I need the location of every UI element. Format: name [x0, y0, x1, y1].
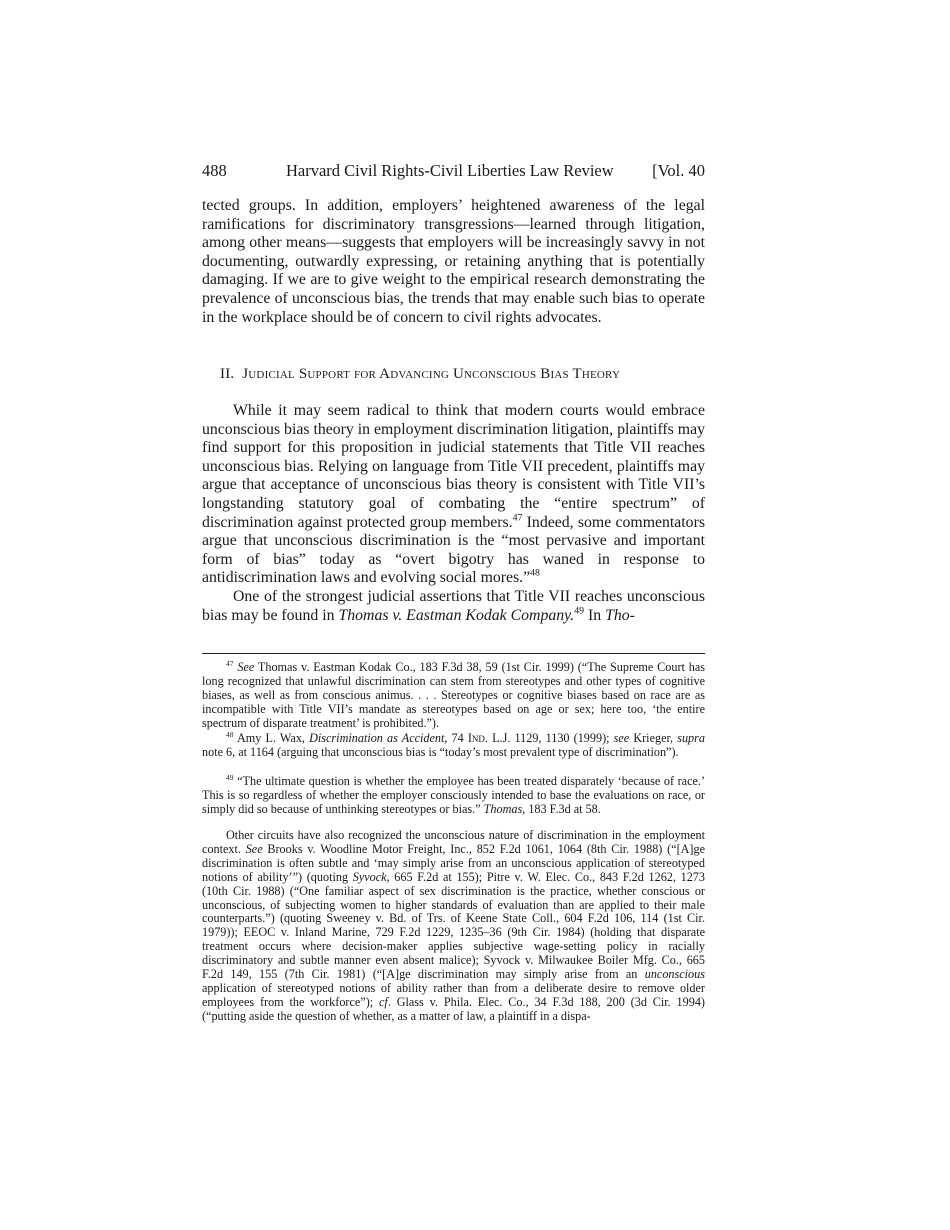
footnote-47: [202, 658, 705, 731]
paragraph-thomas: [202, 588, 705, 625]
footnote-48: [202, 729, 705, 760]
paragraph-text: While it may seem radical to think that modern courts would embrace unconscious bias theory in employment discrimination litigation, plaintiffs may find support for this proposition in judicial statements that Title VII reaches unconscious bias. Relying on language from Title VII precedent, plaintiffs may argue that acceptance of unconscious bias theory is consistent with Title VII’s longstanding statutory goal of combating the “entire spectrum” of discrimination against protected group members.: [202, 402, 705, 531]
footnote-text: Other circuits have also recognized the unconscious nature of discrimination in the employment context.: [202, 828, 705, 856]
supra: supra: [677, 731, 705, 745]
case-name-continued: Tho-: [605, 606, 635, 624]
footnote-49: [202, 772, 705, 817]
paragraph-text: One of the strongest judicial assertions that Title VII reaches unconscious bias may be found in: [202, 588, 705, 624]
footnote-text: . Glass v. Phila. Elec. Co., 34 F.3d 188, 200 (3d Cir. 1994) (“putting aside the question of whether, as a matter of law, a plaintiff in a dispa-: [202, 994, 705, 1023]
case-short-name: Thomas: [483, 801, 523, 816]
footnote-text: Thomas v. Eastman Kodak Co., 183 F.3d 38, 59 (1st Cir. 1999) (“The Supreme Court has long recognized that unlawful discrimination can stem from stereotypes and other types of cognitive biases, as well as from conscious animus. . . . Stereotypes or cognitive biases based on race are as incompatible with Title VII’s mandate as stereotypes based on age or sex; here too, ‘the entire spectrum of disparate treatment’ is prohibited.”).: [202, 660, 705, 730]
footnote-number: 47: [226, 658, 234, 668]
footnote-ref-49[interactable]: 49: [574, 605, 585, 617]
footnote-divider: [202, 653, 705, 654]
section-title: Judicial Support for Advancing Unconscious Bias Theory: [242, 366, 621, 382]
paragraph-continued: tected groups. In addition, employers’ heightened awareness of the legal ramifications for discriminatory transgressions—learned through litigation, among other means—suggests that employers will be increasingly savvy in not documenting, outwardly expressing, or retaining anything that is potentially damaging. If we are to give weight to the empirical research demonstrating the prevalence of unconscious bias, the trends that may enable such bias to operate in the workplace should be of concern to civil rights advocates.: [202, 197, 705, 326]
footnote-text: , 183 F.3d at 58.: [522, 801, 601, 816]
case-short-name: Syvock: [352, 869, 387, 884]
paragraph-judicial-support: [202, 402, 705, 588]
footnote-text: “The ultimate question is whether the employee has been treated disparately ‘because of race.’ This is so regardless of whether the employer consciously intended to base the evaluations on race, or simply did so because of unthinking stereotypes or bias.”: [202, 774, 705, 816]
footnote-number: 49: [226, 772, 234, 782]
footnote-49-continued: [202, 829, 705, 1024]
paragraph-text: In: [584, 606, 606, 624]
signal: see: [613, 731, 630, 745]
section-heading: [220, 365, 620, 383]
footnote-text: , 665 F.2d at 155); Pitre v. W. Elec. Co., 843 F.2d 1262, 1273 (10th Cir. 1988) (“One familiar aspect of sex discrimination is the practice, whether conscious or unconscious, of subjecting women to higher standards of evaluation than are applied to their male counterparts.”) (quoting Sweeney v. Bd. of Trs. of Keene State Coll., 604 F.2d 106, 114 (1st Cir. 1979)); EEOC v. Inland Marine, 729 F.2d 1229, 1235–36 (9th Cir. 1984) (holding that disparate treatment occurs where decision-maker applies subjective wage-setting policy in racially discriminatory and subtle manner even absent malice); Syvock v. Milwaukee Boiler Mfg. Co., 665 F.2d 149, 155 (7th Cir. 1981) (“[A]ge discrimination may simply arise from an: [202, 869, 705, 982]
volume-label: [Vol. 40: [652, 161, 705, 180]
footnote-text: Brooks v. Woodline Motor Freight, Inc., 852 F.2d 1061, 1064 (8th Cir. 1988) (“[A]ge discrimination is often subtle and ‘may simply arise from an unconscious application of stereotyped notions of ability’”) (quoting: [202, 841, 705, 884]
signal: See: [245, 841, 263, 856]
footnote-text: application of stereotyped notions of ability rather than from a deliberate desire to remove older employees from the workforce”);: [202, 980, 705, 1009]
footnote-ref-48[interactable]: 48: [530, 568, 540, 580]
emphasis: unconscious: [644, 967, 705, 982]
running-header: [202, 160, 705, 182]
signal: cf: [379, 994, 388, 1009]
footnote-text: note 6, at 1164 (arguing that unconscious bias is “today’s most prevalent type of discrimination”).: [202, 744, 679, 759]
journal-title: Harvard Civil Rights-Civil Liberties Law Review: [286, 161, 614, 180]
footnote-number: 48: [226, 729, 234, 739]
journal-abbrev: Ind.: [467, 731, 488, 745]
case-name: Thomas v. Eastman Kodak Company.: [338, 606, 575, 624]
section-number: II.: [220, 366, 235, 382]
signal: See: [237, 660, 255, 674]
page-number: 488: [202, 161, 227, 180]
paragraph-text: Indeed, some commentators argue that unconscious discrimination is the “most pervasive and important form of bias” today as “overt bigotry has waned in response to antidiscrimination laws and evolving social mores.”: [202, 513, 705, 587]
footnote-ref-47[interactable]: 47: [512, 512, 523, 524]
footnote-text: Krieger,: [629, 731, 678, 745]
footnote-text: L.J. 1129, 1130 (1999);: [487, 731, 614, 745]
footnote-text: , 74: [444, 731, 468, 745]
footnote-text: Amy L. Wax,: [237, 731, 310, 745]
article-title: Discrimination as Accident: [309, 731, 445, 745]
